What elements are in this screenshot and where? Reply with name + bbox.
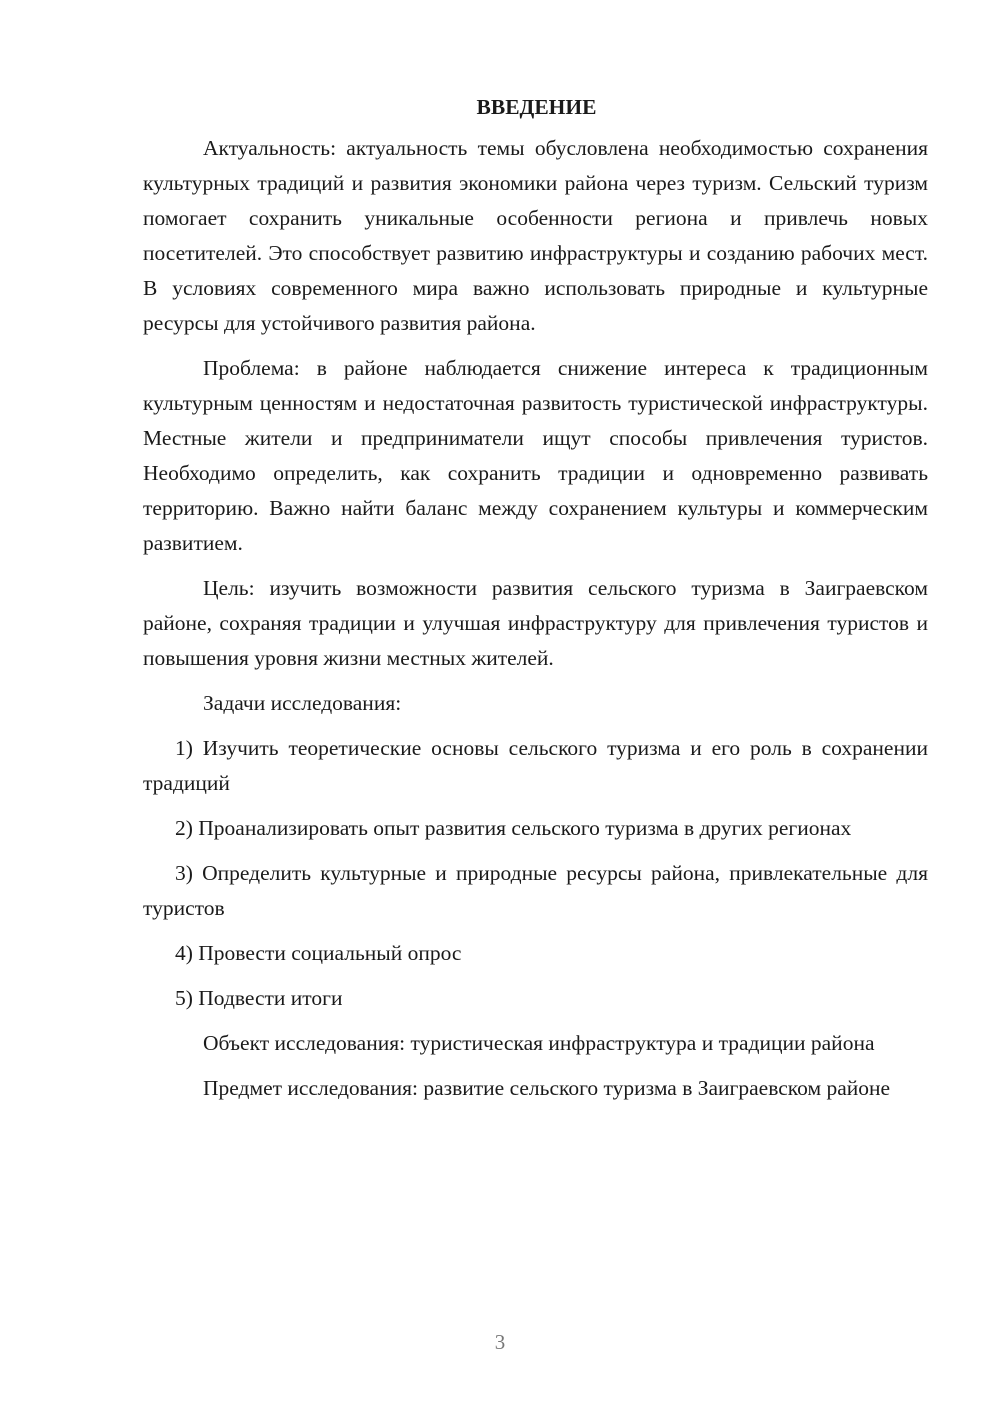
- paragraph-object: Объект исследования: туристическая инфраструктура и традиции района: [203, 1031, 875, 1055]
- task-item-5: 5) Подвести итоги: [175, 986, 343, 1010]
- page-number: 3: [494, 1330, 506, 1354]
- page-title: ВВЕДЕНИЕ: [476, 95, 597, 119]
- task-item-2: 2) Проанализировать опыт развития сельского туризма в других регионах: [175, 816, 852, 840]
- paragraph-relevance: Актуальность: актуальность темы обусловлена необходимостью сохранения культурных традиций и развития экономики района через туризм. Сельский туризм помогает сохранить уникальные особенности региона и привлечь новых посетителей. Это способствует развитию инфраструктуры и созданию рабочих мест. В условиях современного мира важно использовать природные и культурные ресурсы для устойчивого развития района.: [143, 136, 928, 335]
- paragraph-goal: Цель: изучить возможности развития сельского туризма в Заиграевском районе, сохраняя традиции и улучшая инфраструктуру для привлечения туристов и повышения уровня жизни местных жителей.: [143, 576, 928, 670]
- document-body: [143, 90, 928, 1116]
- task-item-1: 1) Изучить теоретические основы сельского туризма и его роль в сохранении традиций: [143, 736, 928, 795]
- paragraph-problem: Проблема: в районе наблюдается снижение интереса к традиционным культурным ценностям и недостаточная развитость туристической инфраструктуры. Местные жители и предприниматели ищут способы привлечения туристов. Необходимо определить, как сохранить традиции и одновременно развивать территорию. Важно найти баланс между сохранением культуры и коммерческим развитием.: [143, 356, 928, 555]
- task-item-3: 3) Определить культурные и природные ресурсы района, привлекательные для туристов: [143, 861, 928, 920]
- paragraph-subject: Предмет исследования: развитие сельского туризма в Заиграевском районе: [203, 1076, 891, 1100]
- tasks-heading: Задачи исследования:: [203, 691, 402, 715]
- task-item-4: 4) Провести социальный опрос: [175, 941, 462, 965]
